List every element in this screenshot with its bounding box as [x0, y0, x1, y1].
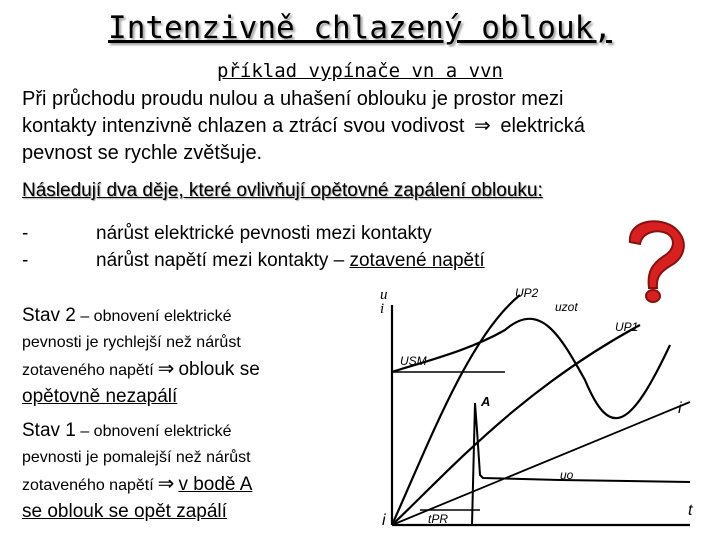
- question-mark-icon: [630, 221, 684, 302]
- intro-text: kontakty intenzivně chlazen a ztrácí svou vodivost: [22, 115, 465, 137]
- stav1-text: – obnovení elektrické: [75, 423, 232, 440]
- bullet-item: [22, 220, 485, 247]
- uzot-label: uzot: [555, 300, 578, 314]
- bullet-dash: -: [22, 223, 29, 244]
- up2-curve: [392, 295, 520, 525]
- stav1-text: pevnosti je pomalejší než nárůst: [22, 449, 251, 466]
- intro-paragraph: [22, 86, 712, 167]
- recovery-voltage-graph: [392, 295, 693, 525]
- bullet-emphasis: zotavené napětí: [349, 250, 485, 271]
- usm-label: USM: [400, 354, 427, 368]
- y-label-i: i: [380, 301, 385, 317]
- stav2-text: – obnovení elektrické: [75, 308, 232, 325]
- up2-label: UP2: [515, 286, 539, 300]
- origin-current-label: i: [382, 512, 386, 529]
- page-title: Intenzivně chlazený oblouk,: [108, 10, 612, 46]
- point-a-label: A: [481, 394, 491, 409]
- stav2-text: oblouk se: [178, 359, 260, 380]
- stav2-conclusion: opětovně nezapálí: [22, 386, 178, 407]
- stav1-text: zotaveného napětí: [22, 477, 154, 494]
- page-subtitle: příklad vypínače vn a vvn: [217, 60, 503, 82]
- stav2-text: zotaveného napětí: [22, 362, 154, 379]
- stav1-heading: Stav 1: [22, 420, 76, 441]
- bullet-item: [22, 247, 485, 274]
- bullet-dash: -: [22, 250, 29, 271]
- bullet-text: nárůst napětí mezi kontakty –: [96, 250, 350, 271]
- stav2-heading: Stav 2: [22, 305, 76, 326]
- arc-voltage-trace: [472, 403, 693, 525]
- intro-line: pevnost se rychle zvětšuje.: [22, 142, 263, 164]
- implies-icon: ⇒: [157, 473, 175, 495]
- y-axis-label: [380, 288, 388, 316]
- tpr-label: tPR: [428, 512, 449, 526]
- time-label: t: [688, 502, 693, 519]
- stav1-paragraph: [22, 418, 342, 525]
- intro-line: [22, 113, 712, 140]
- implies-icon: ⇒: [474, 115, 491, 137]
- events-heading: Následují dva děje, které ovlivňují opětovné zapálení oblouku:: [22, 180, 543, 201]
- bullet-text: nárůst elektrické pevnosti mezi kontakty: [96, 223, 432, 244]
- stav1-text: v bodě A: [178, 474, 253, 495]
- current-curve: [392, 402, 693, 525]
- intro-line: Při průchodu proudu nulou a uhašení oblouku je prostor mezi: [22, 88, 564, 110]
- up1-curve: [392, 325, 640, 525]
- stav2-text: pevnosti je rychlejší než nárůst: [22, 334, 241, 351]
- current-label: i: [678, 400, 682, 417]
- uo-label: uo: [560, 468, 574, 482]
- implies-icon: ⇒: [157, 358, 175, 380]
- bullet-list: [22, 220, 485, 274]
- stav1-conclusion: se oblouk se opět zapálí: [22, 501, 227, 522]
- intro-text: elektrická: [500, 115, 585, 137]
- up1-label: UP1: [615, 320, 639, 334]
- y-label-u: u: [380, 287, 388, 303]
- stav2-paragraph: [22, 303, 342, 410]
